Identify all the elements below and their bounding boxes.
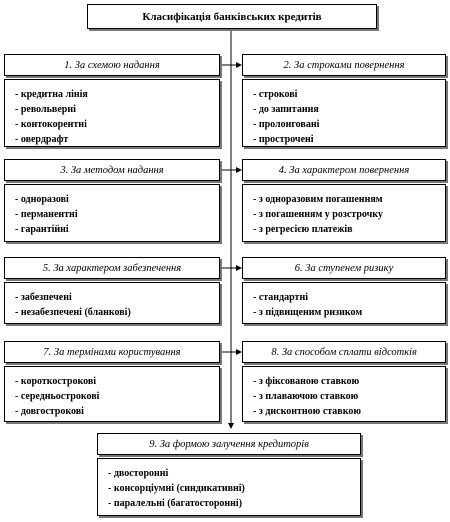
group-7-list (4, 366, 220, 422)
list-item: - строкові (253, 89, 298, 100)
list-item: - незабезпечені (бланкові) (15, 307, 131, 318)
group-9-heading: 9. За формою залучення кредиторів (97, 433, 361, 455)
group-4-list (242, 184, 446, 242)
group-2-list (242, 79, 446, 147)
group-6-heading: 6. За ступенем ризику (242, 257, 446, 279)
list-item: - з регресією платежів (253, 224, 353, 235)
diagram-title: Класифікація банківських кредитів (87, 4, 377, 29)
list-item: - кредитна лінія (15, 89, 88, 100)
list-item: - одноразові (15, 194, 69, 205)
list-item: - консорціумні (синдикативні) (108, 483, 245, 494)
list-item: - перманентні (15, 209, 78, 220)
list-item: - паралельні (багатосторонні) (108, 498, 243, 509)
list-item: - стандартні (253, 292, 309, 303)
group-8-list (242, 366, 446, 422)
list-item: - прострочені (253, 134, 314, 145)
group-3-list (4, 184, 220, 242)
list-item: - двосторонні (108, 468, 169, 479)
group-6-list (242, 282, 446, 324)
group-1-heading: 1. За схемою надання (4, 54, 220, 76)
list-item: - з підвищеним ризиком (253, 307, 363, 318)
group-5-list (4, 282, 220, 324)
group-2-heading: 2. За строками повернення (242, 54, 446, 76)
list-item: - з плаваючою ставкою (253, 391, 359, 402)
group-8-heading: 8. За способом сплати відсотків (242, 341, 446, 363)
group-9-list (97, 458, 361, 516)
list-item: - пролонговані (253, 119, 320, 130)
list-item: - овердрафт (15, 134, 69, 145)
group-4-heading: 4. За характером повернення (242, 159, 446, 181)
list-item: - гарантійні (15, 224, 69, 235)
list-item: - з фіксованою ставкою (253, 376, 360, 387)
group-5-heading: 5. За характером забезпечення (4, 257, 220, 279)
list-item: - з погашенням у розстрочку (253, 209, 383, 220)
list-item: - з одноразовим погашенням (253, 194, 383, 205)
list-item: - до запитання (253, 104, 319, 115)
group-7-heading: 7. За термінами користування (4, 341, 220, 363)
list-item: - з дисконтною ставкою (253, 406, 361, 417)
group-1-list (4, 79, 220, 147)
group-3-heading: 3. За методом надання (4, 159, 220, 181)
list-item: - довгострокові (15, 406, 84, 417)
list-item: - контокорентні (15, 119, 87, 130)
list-item: - револьверні (15, 104, 76, 115)
list-item: - короткострокові (15, 376, 97, 387)
list-item: - середньострокові (15, 391, 100, 402)
list-item: - забезпечені (15, 292, 72, 303)
